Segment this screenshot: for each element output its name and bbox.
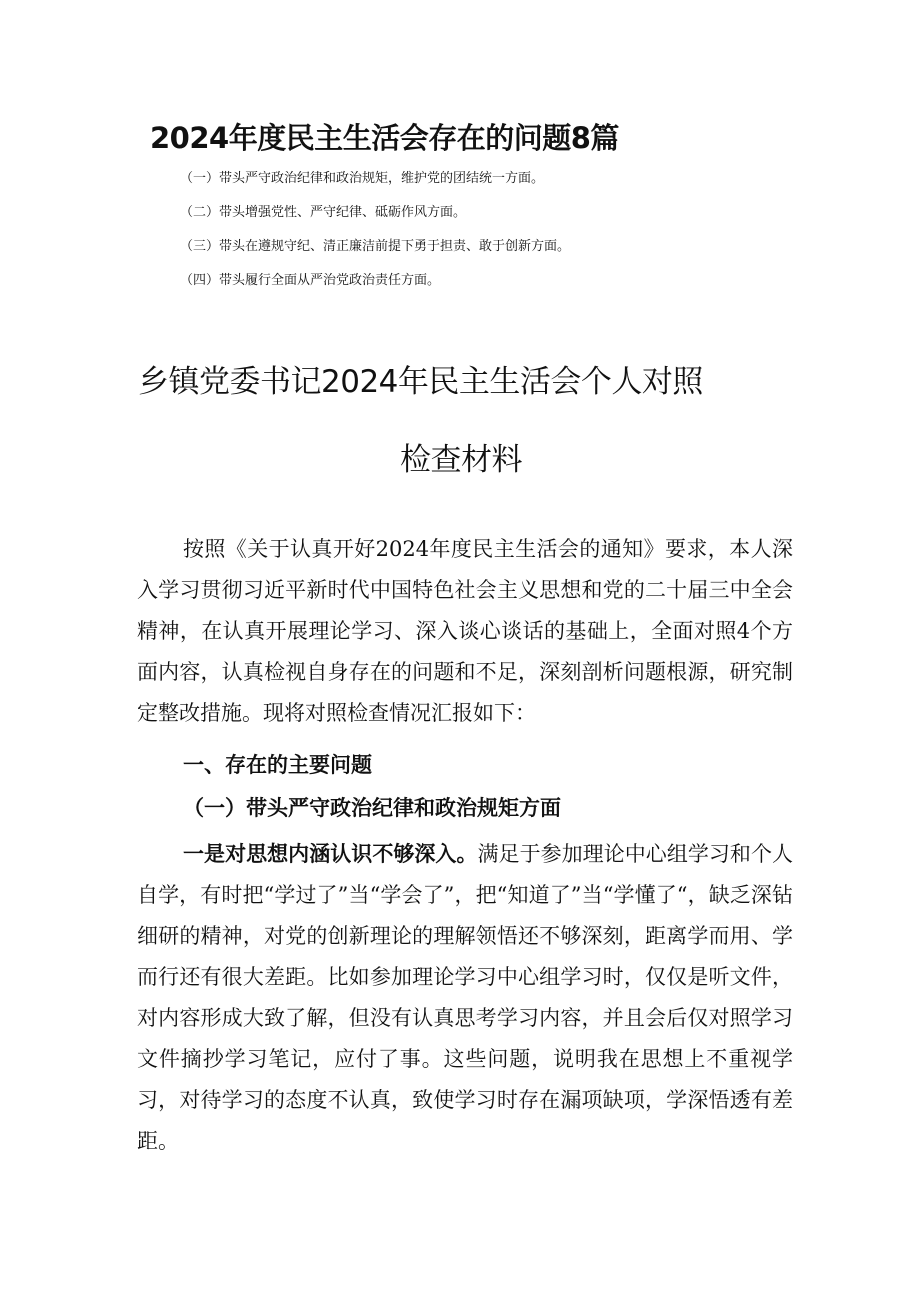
main-title: 2024年度民主生活会存在的问题8篇 — [150, 121, 619, 155]
section-heading: 一、存在的主要问题 — [183, 752, 372, 777]
subsection-heading: （一）带头严守政治纪律和政治规矩方面 — [183, 795, 561, 820]
toc-item: （四）带头履行全面从严治党政治责任方面。 — [180, 273, 441, 288]
body-paragraph — [137, 833, 793, 1162]
toc-item: （一）带头严守政治纪律和政治规矩，维护党的团结统一方面。 — [180, 171, 545, 186]
document-title-line2: 检查材料 — [400, 442, 522, 478]
document-title-line1: 乡镇党委书记2024年民主生活会个人对照 — [138, 364, 703, 400]
toc-item: （二）带头增强党性、严守纪律、砥砺作风方面。 — [180, 205, 467, 220]
paragraph-lead: 一是对思想内涵认识不够深入。 — [183, 841, 478, 866]
paragraph-text: 满足于参加理论中心组学习和个人自学，有时把“学过了”当“学会了”，把“知道了”当“学懂了“，缺乏深钻细研的精神，对党的创新理论的理解领悟还不够深刻，距离学而用、学而行还有很大差距。比如参加理论学习中心组学习时，仅仅是听文件，对内容形成大致了解，但没有认真思考学习内容，并且会后仅对照学习文件摘抄学习笔记，应付了事。这些问题，说明我在思想上不重视学习，对待学习的态度不认真，致使学习时存在漏项缺项，学深悟透有差距。 — [137, 842, 793, 1153]
intro-paragraph: 按照《关于认真开好2024年度民主生活会的通知》要求，本人深入学习贯彻习近平新时代中国特色社会主义思想和党的二十届三中全会精神，在认真开展理论学习、深入谈心谈话的基础上，全面对照4个方面内容，认真检视自身存在的问题和不足，深刻剖析问题根源，研究制定整改措施。现将对照检查情况汇报如下： — [137, 537, 793, 725]
toc-list — [180, 167, 880, 303]
toc-item: （三）带头在遵规守纪、清正廉洁前提下勇于担责、敢于创新方面。 — [180, 239, 571, 254]
